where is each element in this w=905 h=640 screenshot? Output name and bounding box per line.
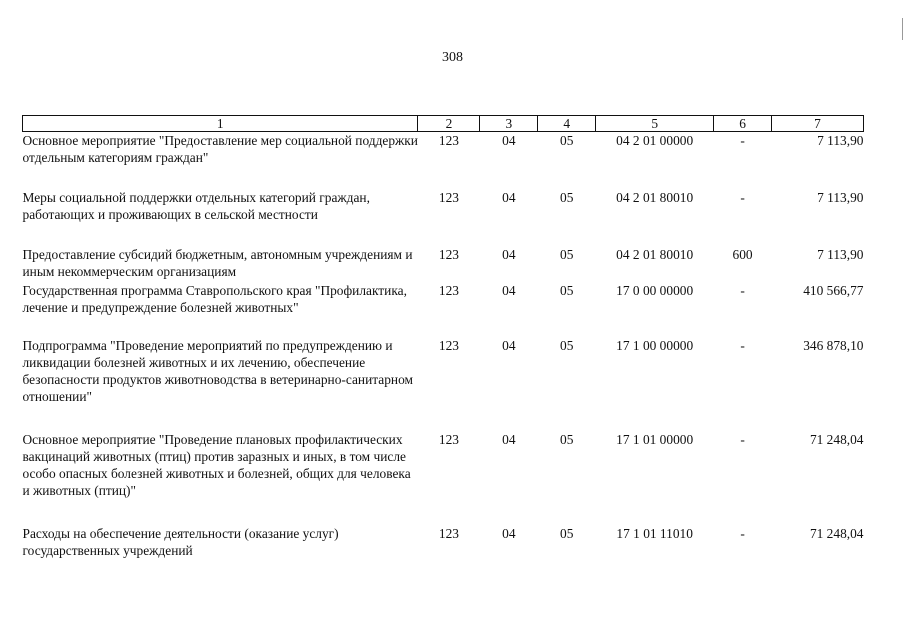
row-name: Основное мероприятие "Проведение плановых профилактических вакцинаций животных (птиц) против заразных и иных, в том числе особо опасных болезней животных и болезней, общих для человека и животных (птиц)" [22,431,411,498]
row-name: Государственная программа Ставропольского края "Профилактика, лечение и предупреждение болезней животных" [22,282,407,315]
header-cell: 3 [480,116,538,132]
table-row [23,132,864,189]
row-code-target: 17 1 00 00000 [616,337,694,353]
row-amount: 7 113,90 [817,189,864,205]
row-code-expense-type: - [740,431,745,447]
row-code-section: 04 [502,246,516,262]
row-code-expense-type: 600 [732,246,753,262]
row-code-target: 17 0 00 00000 [616,282,694,298]
row-code-expense-type: - [740,189,745,205]
row-code-target: 17 1 01 00000 [616,431,694,447]
row-code-subsection: 05 [560,431,574,447]
row-code-ministry: 123 [438,431,459,447]
header-row [23,116,864,132]
row-code-section: 04 [502,525,516,541]
row-amount: 7 113,90 [817,133,864,148]
row-code-subsection: 05 [560,189,574,205]
header-cell: 7 [772,116,864,132]
table-row [23,189,864,246]
row-name: Расходы на обеспечение деятельности (оказание услуг) государственных учреждений [22,525,339,558]
row-code-section: 04 [502,189,516,205]
row-code-target: 04 2 01 00000 [616,133,694,148]
table-row [23,337,864,431]
header-cell: 2 [418,116,480,132]
budget-table [22,115,864,561]
row-amount: 71 248,04 [809,525,864,541]
header-cell: 4 [538,116,596,132]
table-row [23,282,864,337]
row-code-ministry: 123 [438,525,459,541]
row-code-target: 04 2 01 80010 [616,189,694,205]
row-code-section: 04 [502,431,516,447]
row-code-expense-type: - [740,525,745,541]
row-code-ministry: 123 [438,337,459,353]
header-cell: 1 [23,116,418,132]
row-code-subsection: 05 [560,246,574,262]
row-code-target: 04 2 01 80010 [616,246,694,262]
table-row [23,525,864,561]
row-code-subsection: 05 [560,133,574,148]
row-code-subsection: 05 [560,282,574,298]
row-amount: 346 878,10 [803,337,864,353]
row-code-expense-type: - [740,282,745,298]
row-name: Подпрограмма "Проведение мероприятий по предупреждению и ликвидации болезней животных и их лечению, обеспечение безопасности продуктов животноводства в ветеринарно-санитарном отношении" [22,337,413,404]
row-amount: 410 566,77 [803,282,864,298]
header-cell: 6 [714,116,772,132]
row-name: Меры социальной поддержки отдельных категорий граждан, работающих и проживающих в сельской местности [22,189,370,222]
page-number: 308 [442,50,463,65]
header-cell: 5 [596,116,714,132]
row-code-target: 17 1 01 11010 [616,525,693,541]
table-row [23,246,864,282]
row-amount: 7 113,90 [817,246,864,262]
row-code-ministry: 123 [438,133,459,148]
row-code-ministry: 123 [438,246,459,262]
row-code-ministry: 123 [438,189,459,205]
row-name: Предоставление субсидий бюджетным, автономным учреждениям и иным некоммерческим организациям [22,246,413,279]
table-row [23,431,864,525]
row-code-subsection: 05 [560,337,574,353]
row-code-section: 04 [502,133,516,148]
row-code-expense-type: - [740,337,745,353]
page-edge-mark [902,18,903,40]
row-code-expense-type: - [740,133,745,148]
row-code-subsection: 05 [560,525,574,541]
row-name: Основное мероприятие "Предоставление мер социальной поддержки отдельным категориям граждан" [22,133,418,165]
row-amount: 71 248,04 [809,431,864,447]
row-code-ministry: 123 [438,282,459,298]
row-code-section: 04 [502,282,516,298]
row-code-section: 04 [502,337,516,353]
